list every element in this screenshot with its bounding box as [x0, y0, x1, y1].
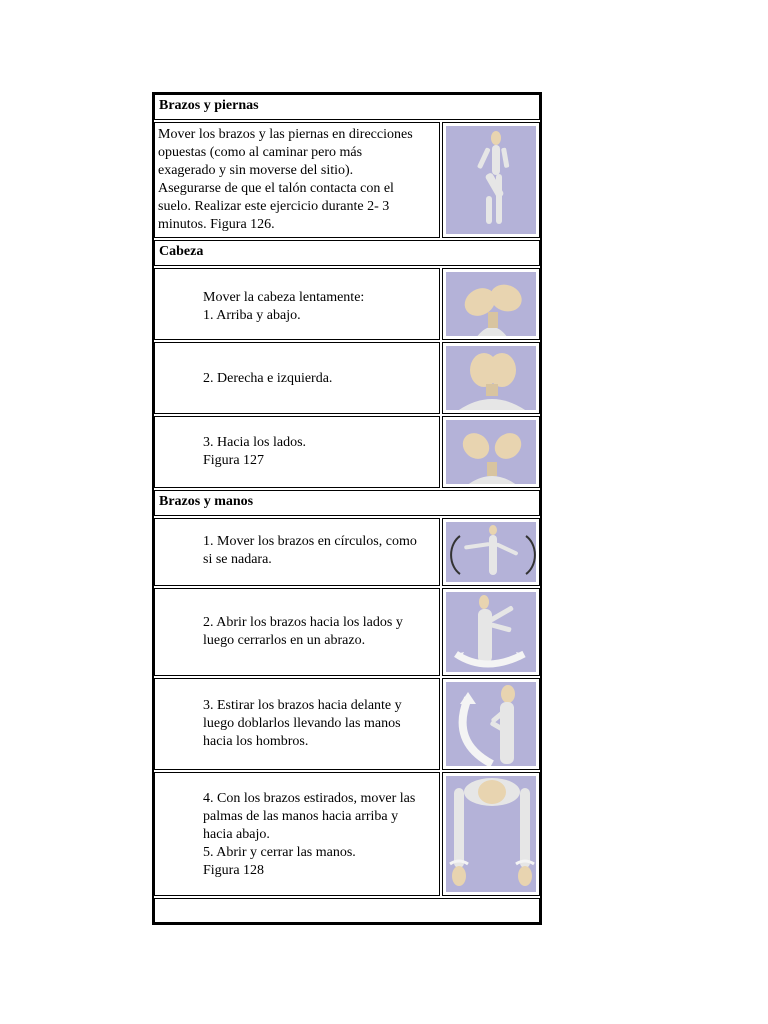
- exercise-text-cell: [154, 772, 440, 896]
- exercise-figure-cell: [442, 678, 540, 770]
- arm-hug-icon: [446, 592, 536, 672]
- exercise-figure-cell: [442, 518, 540, 586]
- exercise-description: 2. Abrir los brazos hacia los lados y luego cerrarlos en un abrazo.: [203, 615, 403, 648]
- section-heading: Brazos y manos: [159, 494, 254, 509]
- exercise-description: Mover la cabeza lentamente: 1. Arriba y abajo.: [203, 290, 365, 323]
- exercise-row: [154, 268, 540, 340]
- exercise-row: [154, 342, 540, 414]
- exercise-text-cell: [154, 678, 440, 770]
- exercise-figure-cell: [442, 268, 540, 340]
- exercise-text-cell: [154, 588, 440, 676]
- exercise-description: 2. Derecha e izquierda.: [203, 371, 333, 386]
- exercise-figure-cell: [442, 342, 540, 414]
- exercise-table: [152, 92, 542, 925]
- section-header-brazos-manos: [154, 490, 540, 516]
- exercise-row: [154, 416, 540, 488]
- exercise-figure-cell: [442, 416, 540, 488]
- exercise-description: 4. Con los brazos estirados, mover las palmas de las manos hacia arriba y hacia abajo. 5. Abrir y cerrar las manos. Figura 128: [203, 791, 416, 878]
- exercise-text-cell: [154, 342, 440, 414]
- empty-row: [154, 898, 540, 923]
- exercise-row: [154, 678, 540, 770]
- exercise-description: 1. Mover los brazos en círculos, como si se nadara.: [203, 534, 417, 567]
- head-tilt-icon: [446, 420, 536, 484]
- exercise-text-cell: [154, 122, 440, 238]
- arm-bend-icon: [446, 682, 536, 766]
- exercise-figure-cell: [442, 588, 540, 676]
- exercise-figure-cell: [442, 772, 540, 896]
- exercise-description: 3. Estirar los brazos hacia delante y luego doblarlos llevando las manos hacia los hombros.: [203, 698, 402, 749]
- arm-circles-icon: [446, 522, 536, 582]
- exercise-row: [154, 122, 540, 238]
- exercise-text-cell: [154, 416, 440, 488]
- exercise-row: [154, 518, 540, 586]
- exercise-text-cell: [154, 518, 440, 586]
- section-heading: Cabeza: [159, 244, 204, 259]
- exercise-row: [154, 772, 540, 896]
- exercise-row: [154, 588, 540, 676]
- head-nod-icon: [446, 272, 536, 336]
- arms-palms-icon: [446, 776, 536, 892]
- exercise-figure-cell: [442, 122, 540, 238]
- figure-marching-icon: [446, 126, 536, 234]
- exercise-text-cell: [154, 268, 440, 340]
- section-header-cabeza: [154, 240, 540, 266]
- exercise-description: 3. Hacia los lados. Figura 127: [203, 435, 307, 468]
- section-heading: Brazos y piernas: [159, 98, 259, 113]
- section-header-brazos-piernas: [154, 94, 540, 120]
- exercise-description: Mover los brazos y las piernas en direcciones opuestas (como al caminar pero más exagerado y sin moverse del sitio). Asegurarse de que el talón contacta con el suelo. Realizar este ejercicio durante 2- 3 minutos. Figura 126.: [158, 127, 413, 232]
- head-turn-icon: [446, 346, 536, 410]
